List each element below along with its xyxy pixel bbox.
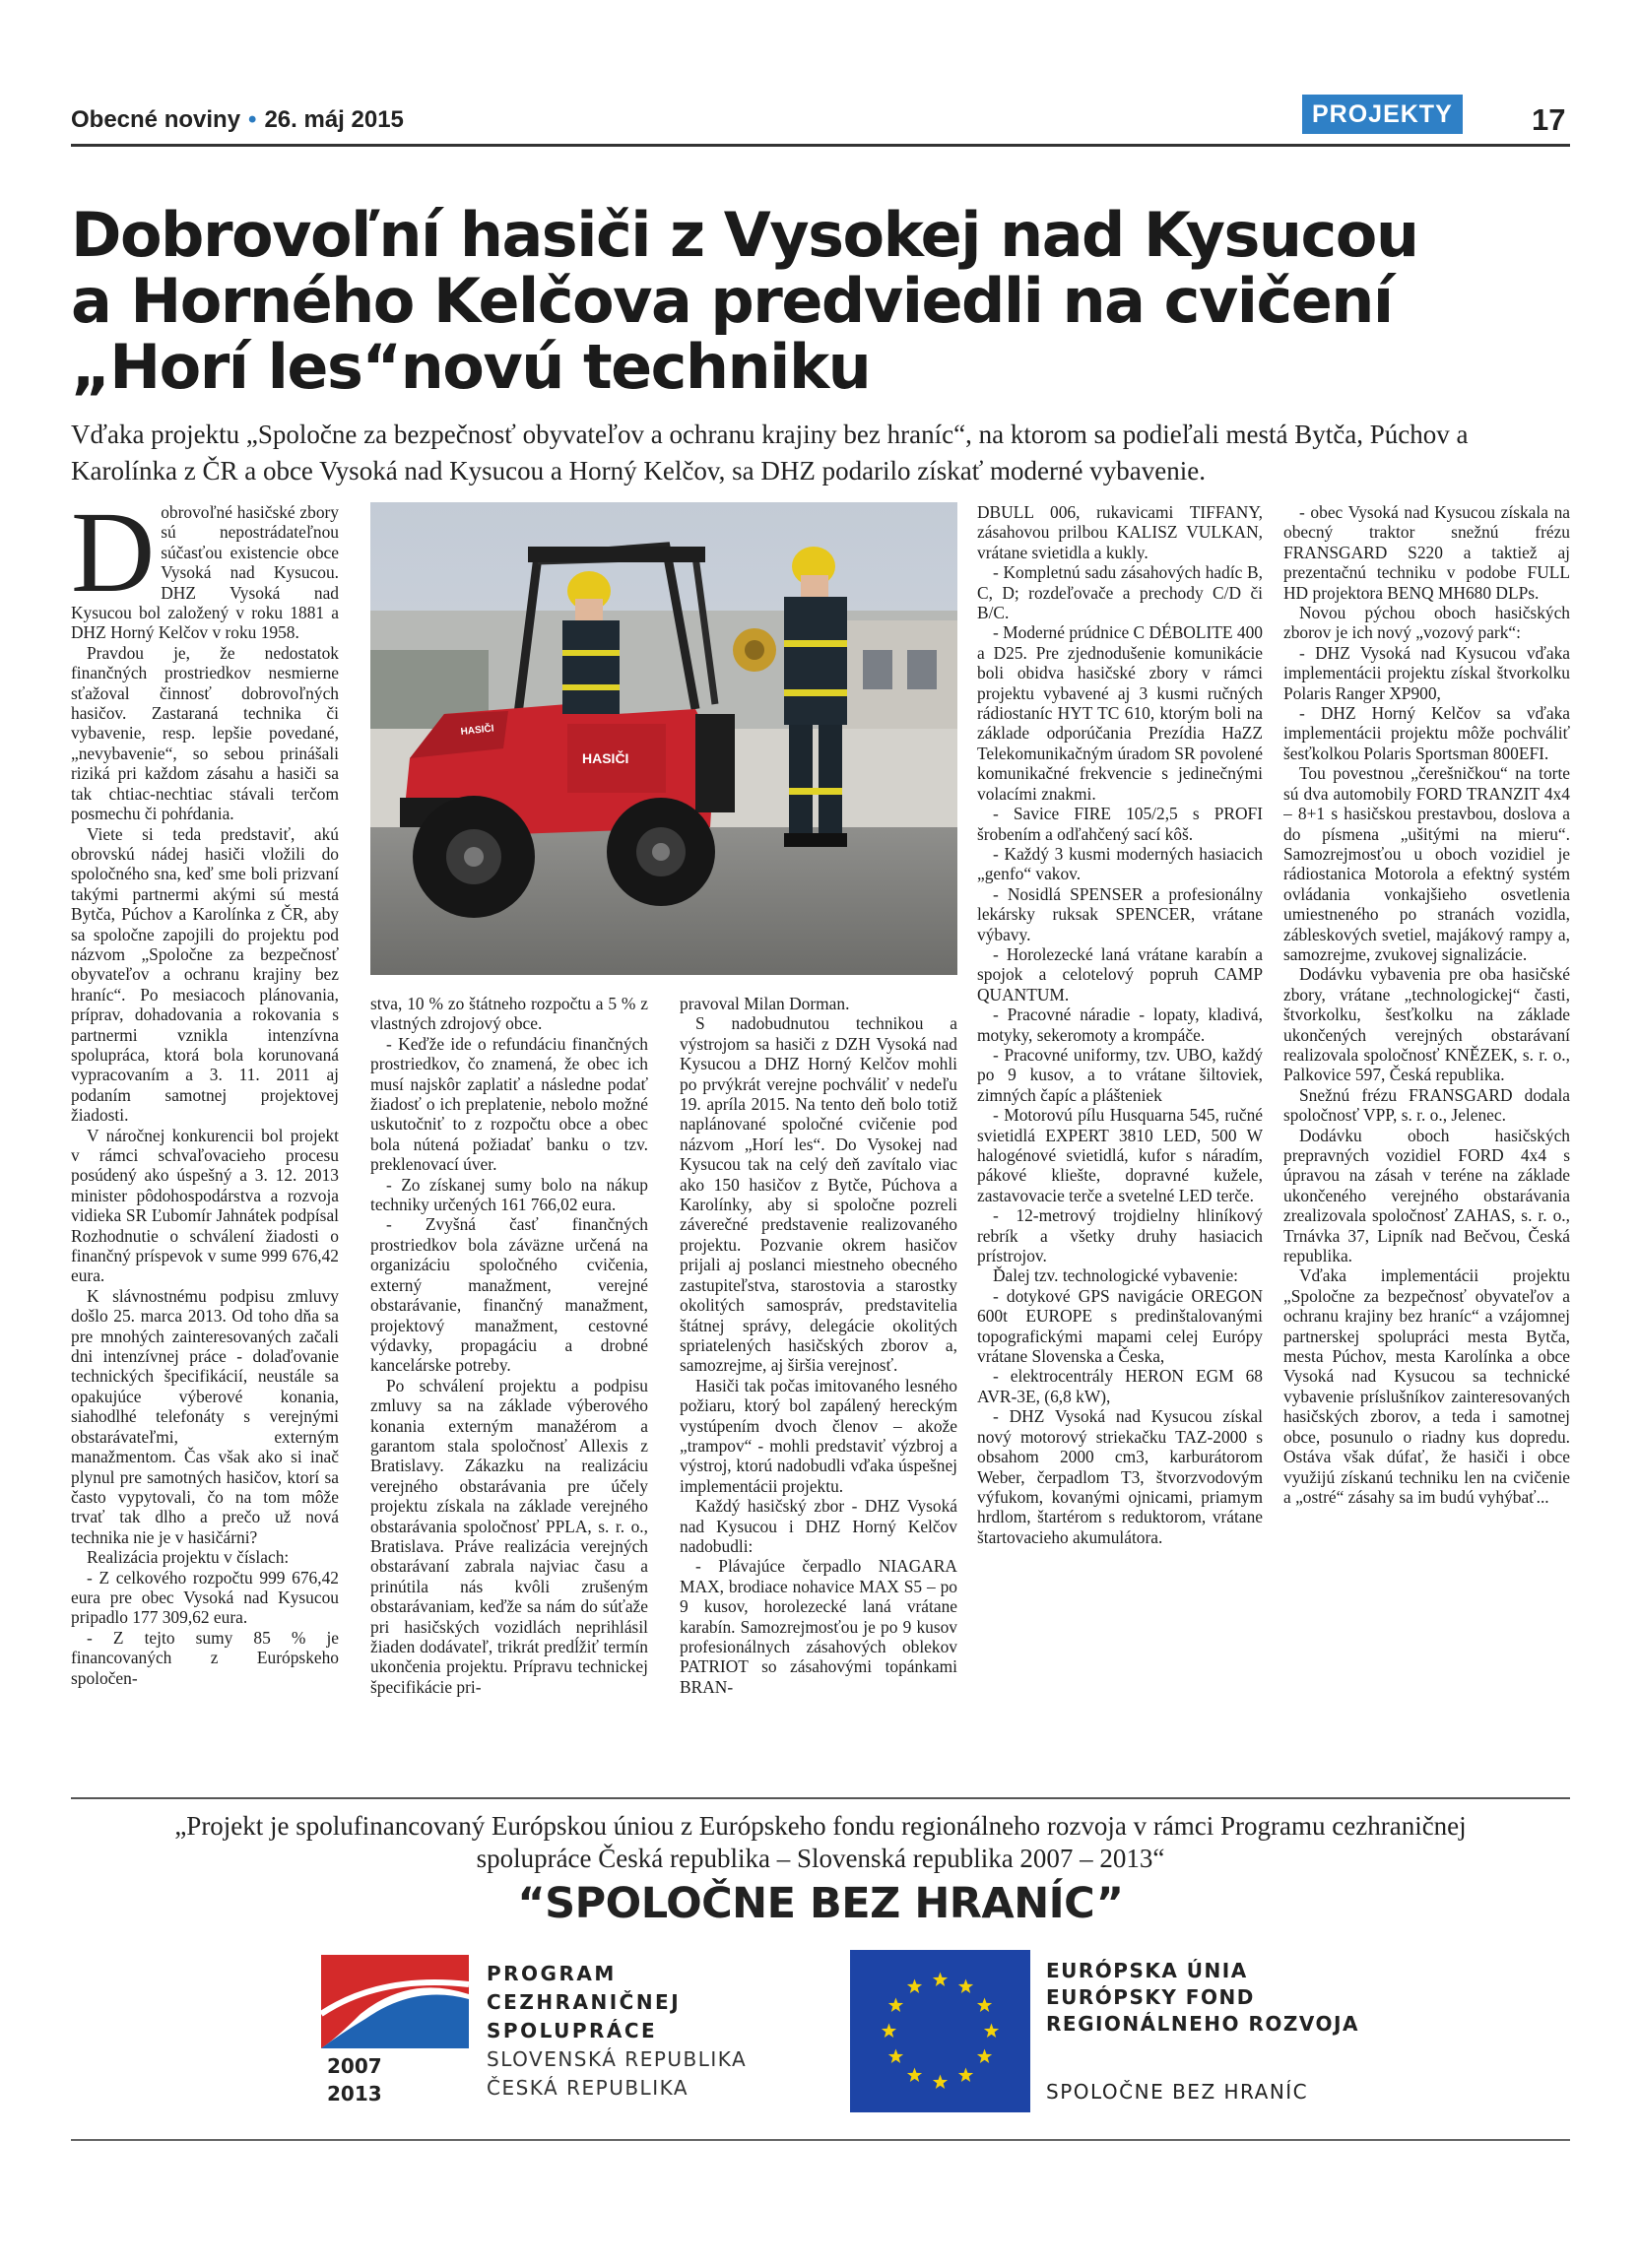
paragraph: - Pracovné náradie - lopaty, kladivá, motyky, sekeromoty a krompáče. <box>977 1004 1263 1045</box>
paragraph: - Zo získanej sumy bolo na nákup techniky určených 161 766,02 eura. <box>370 1174 648 1215</box>
paragraph: Po schválení projektu a podpisu zmluvy sa na základe výberového konania externým manažérom a garantom stala spoločnosť Allexis z Bratislavy. Zákazku na realizáciu verejného obstarávania pre účely projektu získala na základe verejného obstarávania spoločnosť PPLA, s. r. o., Bratislava. Práve realizácia verejných obstarávaní zabrala najviac času a prinútila nás kvôli zrušeným obstarávaniam, keďže sa nám do súťaže pri hasičských vozidlách neprihlásil žiaden dodávateľ, trikrát predĺžiť termín ukončenia projektu. Prípravu technickej špecifikácie pri- <box>370 1375 648 1697</box>
article-column-2 <box>370 994 648 1788</box>
project-slogan: “SPOLOČNE BEZ HRANÍC” <box>517 1879 1124 1928</box>
paragraph: Snežnú frézu FRANSGARD dodala spoločnosť VPP, s. r. o., Jelenec. <box>1283 1084 1570 1126</box>
page-number: 17 <box>1532 102 1566 137</box>
eu-flag-icon <box>850 1950 1030 2112</box>
logo-year-end: 2013 <box>327 2082 382 2106</box>
paragraph: stva, 10 % zo štátneho rozpočtu a 5 % z vlastných zdrojový obce. <box>370 994 648 1034</box>
paragraph: - Motorovú pílu Husquarna 545, ručné svietidlá EXPERT 3810 LED, 500 W halogénové svietidlá, kufor s náradím, pákové kliešte, dopravné kužele, zastavovacie terče a svetelné LED terče. <box>977 1105 1263 1205</box>
eu-text-line: REGIONÁLNEHO ROZVOJA <box>1046 2012 1359 2036</box>
program-logo-text <box>487 1960 747 2103</box>
paragraph: - Z celkového rozpočtu 999 676,42 eura pre obec Vysoká nad Kysucou pripadlo 177 309,62 eura. <box>71 1567 339 1628</box>
paragraph: DBULL 006, rukavicami TIFFANY, zásahovou prilbou KALISZ VULKAN, vrátane svietidla a kukly. <box>977 502 1263 562</box>
paragraph: Realizácia projektu v číslach: <box>87 1547 290 1568</box>
article-column-1 <box>71 502 339 1788</box>
logo-text-line: PROGRAM <box>487 1962 617 1985</box>
eu-text-line: EURÓPSKY FOND <box>1046 1985 1255 2009</box>
funding-statement <box>71 1810 1570 1875</box>
bottom-divider <box>71 2139 1570 2141</box>
logo-year-start: 2007 <box>327 2054 382 2078</box>
paragraph: - DHZ Vysoká nad Kysucou získal nový motorový striekačku TAZ-2000 s obsahom 2000 cm3, karburátorom Weber, čerpadlom T3, štvorzvodovým výfukom, kovanými ojnicami, priamym hrdlom, štartérom s reduktorom, vrátane štartovacieho akumulátora. <box>977 1406 1263 1547</box>
paragraph: - Z tejto sumy 85 % je financovaných z Európskeho spoločen- <box>71 1627 339 1688</box>
masthead <box>71 106 404 134</box>
logo-text-line: ČESKÁ REPUBLIKA <box>487 2076 689 2100</box>
paragraph: - dotykové GPS navigácie OREGON 600t EUROPE s predinštalovanými topografickými mapami celej Európy vrátane Slovenska a Česka, <box>977 1285 1263 1367</box>
issue-date: 26. máj 2015 <box>264 106 404 133</box>
paragraph: - Keďže ide o refundáciu finančných prostriedkov, čo znamená, že obec ich musí najskôr zaplatiť a následne podať žiadosť o ich preplatenie, nebolo možné uskutočniť to z rozpočtu obce a obec bola nútená požiadať banku o tzv. preklenovací úver. <box>370 1033 648 1175</box>
paragraph: - Horolezecké laná vrátane karabín a spojok a celotelový popruh CAMP QUANTUM. <box>977 943 1263 1004</box>
paragraph: Pravdou je, že nedostatok finančných prostriedkov nesmierne sťažoval činnosť dobrovoľných hasičov. Zastaraná technika či vybavenie, resp. lepšie povedané, „nevybavenie“, so sebou prinášali riziká pri každom zásahu a hasiči sa tak chtiac-nechtiac stávali terčom posmechu či pohŕdania. <box>71 642 339 824</box>
section-badge: PROJEKTY <box>1302 95 1463 134</box>
paragraph: - obec Vysoká nad Kysucou získala na obecný traktor snežnú frézu FRANSGARD S220 a taktiež aj prezentačnú techniku v podobe FULL HD projektora BENQ MH680 DLPs. <box>1283 502 1570 603</box>
eu-motto: SPOLOČNE BEZ HRANÍC <box>1046 2080 1309 2104</box>
article-headline <box>71 199 1578 403</box>
funding-line: spolupráce Česká republika – Slovenská republika 2007 – 2013“ <box>476 1844 1165 1873</box>
paragraph: - Savice FIRE 105/2,5 s PROFI šrobením a odľahčený sací kôš. <box>977 804 1263 844</box>
paragraph: - Nosidlá SPENSER a profesionálny lekársky ruksak SPENCER, vrátane výbavy. <box>977 883 1263 944</box>
paragraph: Hasiči tak počas imitovaného lesného požiaru, ktorý bol zapálený hereckým vystúpením dvoch členov – akože „trampov“ - mohli predstaviť výzbroj a výstroj, ktorú nadobudli vďaka úspešnej implementácii projektu. <box>680 1375 957 1496</box>
article-column-3 <box>680 994 957 1788</box>
paragraph: Ďalej tzv. technologické vybavenie: <box>993 1265 1239 1286</box>
paragraph: - Plávajúce čerpadlo NIAGARA MAX, brodiace nohavice MAX S5 – po 9 kusov, horolezecké laná vrátane karabín. Samozrejmosťou je po 9 kusov profesionálnych zásahových oblekov PATRIOT so zásahovými topánkami BRAN- <box>680 1556 957 1697</box>
paragraph: Viete si teda predstaviť, akú obrovskú nádej hasiči vložili do spoločného sna, keď sme boli prizvaní takými partnermi akými sú mestá Bytča, Púchov a Karolínka z ČR, aby sa spoločne zapojili do projektu pod názvom „Spoločne za bezpečnosť obyvateľov a ochranu krajiny bez hraníc“. Po mesiacoch plánovania, príprav, dohadovania a rokovania s partnermi vznikla intenzívna spolupráca, ktorá bola korunovaná vypracovaním a 3. 11. 2011 aj podaním samotnej projektovej žiadosti. <box>71 823 339 1126</box>
paragraph: Dodávku oboch hasičských prepravných vozidiel FORD 4x4 s úpravou na zásah v teréne na základe ukončeného verejného obstarávania zrealizovala spoločnosť ZAHAS, s. r. o., Trnávka 37, Lipník nad Bečvou, Česká republika. <box>1283 1125 1570 1266</box>
paragraph: - Každý 3 kusmi moderných hasiacich „genfo“ vakov. <box>977 843 1263 884</box>
header-divider <box>71 144 1570 147</box>
article-column-4 <box>977 502 1263 1788</box>
cross-border-program-logo <box>321 1955 469 2107</box>
paragraph: pravoval Milan Dorman. <box>680 994 850 1013</box>
headline-line: „Horí les“novú techniku <box>71 331 871 403</box>
paragraph: - Moderné prúdnice C DÉBOLITE 400 a D25. Pre zjednodušenie komunikácie boli obidva hasičské zbory v rámci projektu vybavené aj 3 kusmi ručných rádiostaníc HYT TC 610, ktorým boli na základe odporúčania Prezídia HaZZ Telekomunikačným úradom SR povolené komunikačné frekvencie s jedinečnými volacími znakmi. <box>977 622 1263 804</box>
paragraph: obrovoľné hasičské zbory sú nepostrádateľnou súčasťou existencie obce Vysoká nad Kysucou. DHZ Vysoká nad Kysucou bol založený v roku 1881 a DHZ Horný Kelčov v roku 1958. <box>71 502 339 643</box>
eu-fund-text <box>1046 1958 1359 2038</box>
paragraph: - 12-metrový trojdielny hliníkový rebrík a všetky druhy hasiacich prístrojov. <box>977 1205 1263 1266</box>
funding-line: „Projekt je spolufinancovaný Európskou úniou z Európskeho fondu regionálneho rozvoja v rámci Programu cezhraničnej <box>174 1811 1467 1841</box>
paragraph: - Zvyšná časť finančných prostriedkov bola záväzne určená na organizáciu spoločného cvičenia, externý manažment, verejné obstarávanie, finančný manažment, projektový manažment, cestovné výdavky, propagáciu a drobné kancelárske potreby. <box>370 1214 648 1376</box>
paragraph: S nadobudnutou technikou a výstrojom sa hasiči z DZH Vysoká nad Kysucou a DHZ Horný Kelčov mohli po prvýkrát verejne pochváliť v nedeľu 19. apríla 2015. Na tento deň bolo totiž naplánované spoločné cvičenie pod názvom „Horí les“. Do Vysokej nad Kysucou tak na celý deň zavítalo viac ako 150 hasičov z Bytče, Púchova a Karolínky, aby si spoločne pozreli záverečné predstavenie realizovaného projektu. Pozvanie okrem hasičov prijali aj poslanci miestneho obecného zastupiteľstva, starostovia a starostky okolitých samospráv, predstavitelia štátnej správy, delegácie okolitých spriatelených hasičských zborov a, samozrejme, aj širšia verejnosť. <box>680 1013 957 1376</box>
paragraph: Vďaka implementácii projektu „Spoločne za bezpečnosť obyvateľov a ochranu krajiny bez hraníc“ a vzájomnej partnerskej spolupráci mesta Bytča, mesta Púchov, mesta Karolínka a obce Vysoká nad Kysucou sa technické vybavenie príslušníkov zainteresovaných hasičských zborov, a teda i samotnej obce, posunulo o riadny kus dopredu. Ostáva však dúfať, že hasiči i obce využijú získanú techniku len na cvičenie a „ostré“ zásahy sa im budú vyhýbať... <box>1283 1265 1570 1507</box>
footer-divider <box>71 1797 1570 1799</box>
article-column-5 <box>1283 502 1570 1788</box>
paragraph: Dodávku vybavenia pre oba hasičské zbory, vrátane „technologickej“ časti, štvorkolku, šesťkolku na základe ukončených verejných obstarávaní realizovala spoločnosť KNĚZEK, s. r. o., Palkovice 597, Česká republika. <box>1283 964 1570 1085</box>
paragraph: Novou pýchou oboch hasičských zborov je ich nový „vozový park“: <box>1283 603 1570 643</box>
paragraph: - DHZ Horný Kelčov sa vďaka implementácii projektu môže pochváliť šesťkolkou Polaris Sportsman 800EFI. <box>1283 703 1570 763</box>
paragraph: - elektrocentrály HERON EGM 68 AVR-3E, (6,8 kW), <box>977 1366 1263 1406</box>
paragraph: - DHZ Vysoká nad Kysucou vďaka implementácii projektu získal štvorkolku Polaris Ranger XP900, <box>1283 642 1570 703</box>
paragraph: Každý hasičský zbor - DHZ Vysoká nad Kysucou i DHZ Horný Kelčov nadobudli: <box>680 1496 957 1556</box>
vehicle-door-lettering: HASIČI <box>582 750 629 766</box>
article-photo <box>370 502 957 975</box>
photo-utv-firefighters <box>370 502 957 975</box>
paragraph: - Pracovné uniformy, tzv. UBO, každý po 9 kusov, a to vrátane šiltoviek, zimných čapíc a plášteniek <box>977 1044 1263 1105</box>
logo-text-line: CEZHRANIČNEJ <box>487 1990 682 2014</box>
article-lead: Vďaka projektu „Spoločne za bezpečnosť obyvateľov a ochranu krajiny bez hraníc“, na ktorom sa podieľali mestá Bytča, Púchov a Karolínka z ČR a obce Vysoká nad Kysucou a Horný Kelčov, sa DHZ podarilo získať moderné vybavenie. <box>71 420 1469 486</box>
headline-line: a Horného Kelčova predviedli na cvičení <box>71 265 1393 337</box>
paragraph: V náročnej konkurencii bol projekt v rámci schvaľovacieho procesu posúdený ako úspešný a 3. 12. 2013 minister pôdohospodárstva a rozvoja vidieka SR Ľubomír Jahnátek podpísal Rozhodnutie o schválení žiadosti o finančný príspevok v sume 999 676,42 eura. <box>71 1125 339 1286</box>
paragraph: Tou povestnou „čerešničkou“ na torte sú dva automobily FORD TRANZIT 4x4 – 8+1 s hasičskou prestavbou, doslova a do písmena „ušitými na mieru“. Samozrejmosťou u oboch vozidiel je rádiostanica Motorola a efektný systém ovládania vonkajšieho osvetlenia umiestneného po stranách vozidla, zábleskových svetiel, majákový rampy a, samozrejme, zvukovej signalizácie. <box>1283 763 1570 964</box>
headline-line: Dobrovoľní hasiči z Vysokej nad Kysucou <box>71 199 1418 271</box>
publication-name: Obecné noviny <box>71 106 241 133</box>
eu-text-line: EURÓPSKA ÚNIA <box>1046 1959 1248 1982</box>
paragraph: - Kompletnú sadu zásahových hadíc B, C, D; rozdeľovače a prechody C/D či B/C. <box>977 562 1263 623</box>
vehicle-hood-lettering: HASIČI <box>460 723 495 738</box>
separator-dot-icon: • <box>248 106 257 133</box>
paragraph: K slávnostnému podpisu zmluvy došlo 25. marca 2013. Od toho dňa sa pre mnohých zainteresovaných začali dni intenzívnej práce - dolaďovanie technických špecifikácií, neustále sa opakujúce výberové konania, siahodlhé telefonáty s verejnými obstarávateľmi, externým manažmentom. Čas však ako si inač plynul pre samotných hasičov, ktorí sa často vypytovali, čo na tom môže trvať tak dlho a prečo už nová technika nie je v hasičárni? <box>71 1285 339 1547</box>
drop-cap: D <box>71 502 156 616</box>
logo-text-line: SPOLUPRÁCE <box>487 2019 658 2042</box>
logo-text-line: SLOVENSKÁ REPUBLIKA <box>487 2047 748 2071</box>
